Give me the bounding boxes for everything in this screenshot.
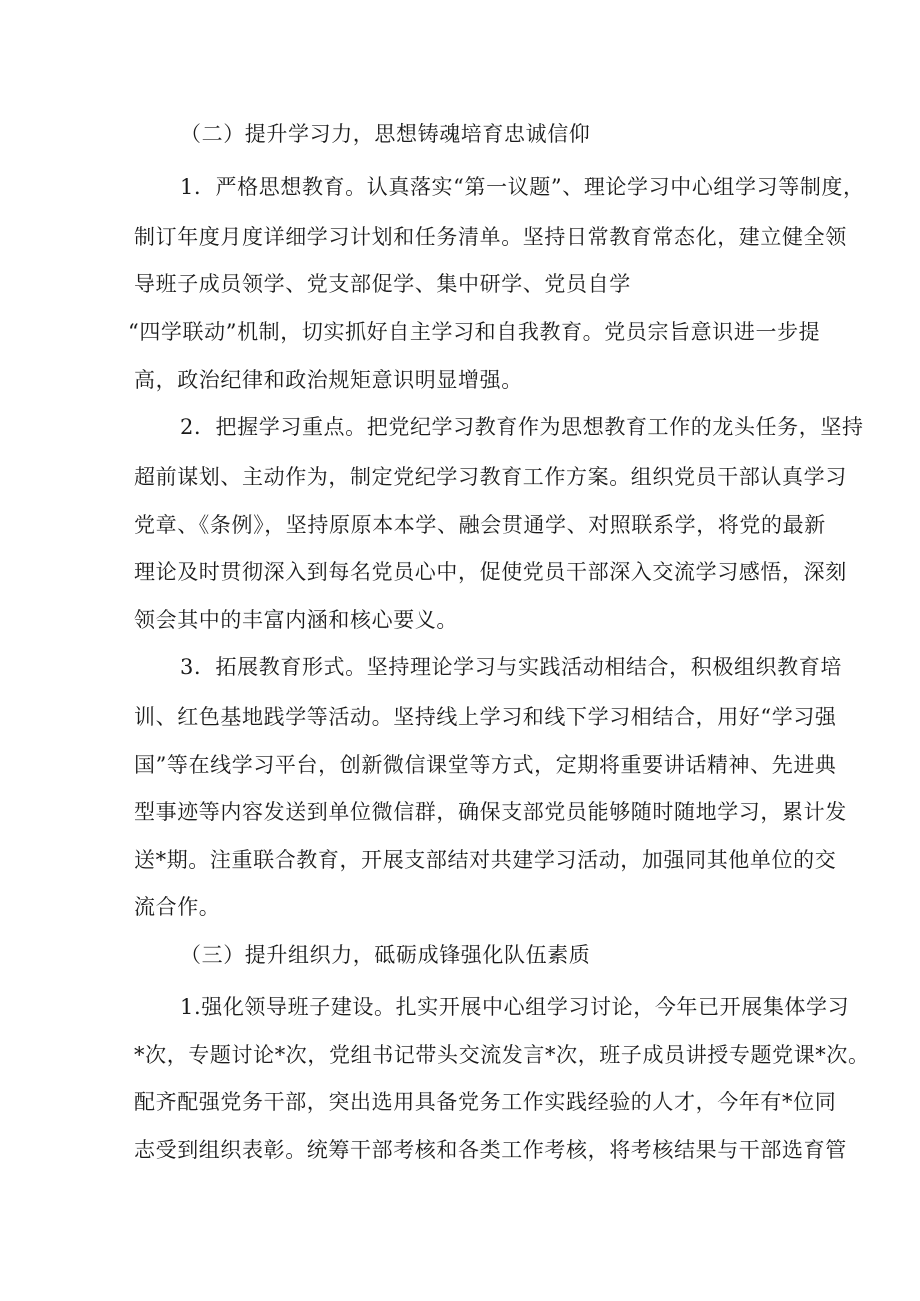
paragraph-line: 2．把握学习重点。把党纪学习教育作为思想教育工作的龙头任务，坚持: [180, 415, 864, 439]
paragraph-line: 型事迹等内容发送到单位微信群，确保支部党员能够随时随地学习，累计发: [134, 800, 847, 824]
section-heading-2: （二）提升学习力，思想铸魂培育忠诚信仰: [180, 122, 591, 146]
paragraph-line: 导班子成员领学、党支部促学、集中研学、党员自学: [134, 272, 631, 296]
paragraph-line: 高，政治纪律和政治规矩意识明显增强。: [134, 368, 523, 392]
paragraph-line: 超前谋划、主动作为，制定党纪学习教育工作方案。组织党员干部认真学习: [134, 465, 847, 489]
paragraph-line: 党章、《条例》，坚持原原本本学、融会贯通学、对照联系学，将党的最新: [134, 513, 826, 537]
paragraph-line: 3．拓展教育形式。坚持理论学习与实践活动相结合，积极组织教育培: [180, 655, 842, 679]
paragraph-line: 1．严格思想教育。认真落实“第一议题”、理论学习中心组学习等制度，: [180, 175, 865, 199]
paragraph-line: 志受到组织表彰。统筹干部考核和各类工作考核，将考核结果与干部选育管: [134, 1138, 847, 1162]
paragraph-line: 流合作。: [134, 895, 221, 919]
paragraph-line: 训、红色基地践学等活动。坚持线上学习和线下学习相结合，用好“学习强: [134, 705, 837, 729]
paragraph-line: 配齐配强党务干部，突出选用具备党务工作实践经验的人才，今年有*位同: [134, 1090, 837, 1114]
paragraph-line: 领会其中的丰富内涵和核心要义。: [134, 608, 458, 632]
paragraph-line: 送*期。注重联合教育，开展支部结对共建学习活动，加强同其他单位的交: [134, 848, 837, 872]
paragraph-line: 理论及时贯彻深入到每名党员心中，促使党员干部深入交流学习感悟，深刻: [134, 560, 847, 584]
paragraph-line: 国”等在线学习平台，创新微信课堂等方式，定期将重要讲话精神、先进典: [134, 753, 837, 777]
section-heading-3: （三）提升组织力，砥砺成锋强化队伍素质: [180, 943, 591, 967]
paragraph-line: 1.强化领导班子建设。扎实开展中心组学习讨论，今年已开展集体学习: [180, 995, 850, 1019]
paragraph-line: “四学联动”机制，切实抓好自主学习和自我教育。党员宗旨意识进一步提: [128, 320, 821, 344]
paragraph-line: *次，专题讨论*次，党组书记带头交流发言*次，班子成员讲授专题党课*次。: [134, 1043, 870, 1067]
paragraph-line: 制订年度月度详细学习计划和任务清单。坚持日常教育常态化，建立健全领: [134, 225, 847, 249]
